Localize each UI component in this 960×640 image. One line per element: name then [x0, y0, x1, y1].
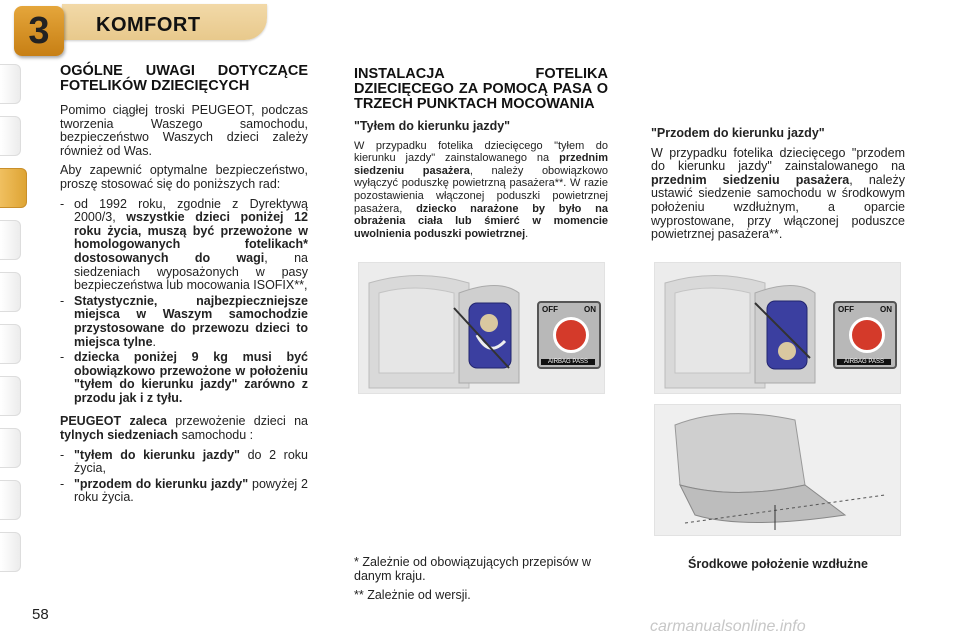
airbag-switch: OFF ON AIRBAG PASS [537, 301, 601, 369]
airbag-switch-knob-icon [849, 317, 885, 353]
airbag-switch-knob-icon [553, 317, 589, 353]
side-tab-9[interactable] [0, 480, 21, 520]
side-tab-7[interactable] [0, 376, 21, 416]
seat-position-illustration [654, 404, 901, 536]
seat-rail-icon [655, 405, 900, 535]
advice-list [60, 198, 308, 406]
list-item: - "tyłem do kierunku jazdy" do 2 roku życia, [60, 449, 308, 476]
footnote: ** Zależnie od wersji. [354, 588, 471, 603]
list-item: - od 1992 roku, zgodnie z Dyrektywą 2000/3, wszystkie dzieci poniżej 12 roku życia, muszą być przewożone w homologowanych fotelikach* dostosowanych do wagi, na siedzeniach wyposażonych w pasy bezpieczeństwa lub mocowania ISOFIX**, [60, 198, 308, 293]
side-tab-2[interactable] [0, 116, 21, 156]
chapter-title: KOMFORT [96, 14, 201, 36]
paragraph: Pomimo ciągłej troski PEUGEOT, podczas tworzenia Waszego samochodu, bezpieczeństwo Waszych dzieci zależy również od Was. [60, 103, 308, 158]
paragraph: W przypadku fotelika dziecięcego "tyłem do kierunku jazdy" zainstalowanego na przednim siedzeniu pasażera, należy obowiązkowo wyłączyć poduszkę powietrzną pasażera**. W razie pozostawienia włączonej poduszki powietrznej pasażera, dziecko narażone by było na obrażenia ciała lub śmierć w momencie uwolnienia poduszki powietrznej. [354, 139, 608, 240]
subheading-forward-facing: "Przodem do kierunku jazdy" [651, 126, 825, 140]
chapter-side-tabs [0, 64, 22, 584]
paragraph: PEUGEOT zaleca przewożenie dzieci na tylnych siedzeniach samochodu : [60, 414, 308, 443]
list-item: - dziecka poniżej 9 kg musi być obowiązkowo przewożone w położeniu "tyłem do kierunku jazdy" zarówno z przodu jak i z tyłu. [60, 351, 308, 405]
forward-facing-seat-illustration [654, 262, 901, 394]
side-tab-3-active[interactable] [0, 168, 27, 208]
paragraph: Aby zapewnić optymalne bezpieczeństwo, proszę stosować się do poniższych rad: [60, 163, 308, 191]
general-remarks-column [60, 64, 308, 511]
forward-facing-column [651, 127, 905, 248]
footnotes [354, 556, 609, 609]
paragraph: W przypadku fotelika dziecięcego "przodem do kierunku jazdy" zainstalowanego na przednim siedzeniu pasażera, należy ustawić siedzenie samochodu w środkowym położeniu wzdłużnym, a oparcie wyprostowane, przy włączonej poduszce powietrznej pasażera**. [651, 145, 905, 242]
header-bar [0, 0, 960, 52]
installation-column [354, 67, 608, 246]
recommendation-list [60, 449, 308, 505]
side-tab-6[interactable] [0, 324, 21, 364]
side-tab-10[interactable] [0, 532, 21, 572]
rear-facing-seat-illustration [358, 262, 605, 394]
airbag-switch: OFF ON AIRBAG PASS [833, 301, 897, 369]
list-item: - Statystycznie, najbezpieczniejsze miejsca w Waszym samochodzie przystosowane do przewozu dzieci to miejsca tylne. [60, 295, 308, 349]
watermark: carmanualsonline.info [650, 618, 806, 635]
chapter-badge: 3 [14, 6, 64, 56]
illustration-caption: Środkowe położenie wzdłużne [688, 557, 868, 571]
footnote: * Zależnie od obowiązujących przepisów w danym kraju. [354, 555, 591, 583]
side-tab-5[interactable] [0, 272, 21, 312]
subheading-rear-facing: "Tyłem do kierunku jazdy" [354, 119, 511, 133]
list-item: - "przodem do kierunku jazdy" powyżej 2 roku życia. [60, 478, 308, 505]
section-heading: OGÓLNE UWAGI DOTYCZĄCE FOTELIKÓW DZIECIĘCYCH [60, 63, 308, 94]
section-heading: INSTALACJA FOTELIKA DZIECIĘCEGO ZA POMOCĄ PASA O TRZECH PUNKTACH MOCOWANIA [354, 66, 608, 112]
side-tab-8[interactable] [0, 428, 21, 468]
side-tab-4[interactable] [0, 220, 21, 260]
page-number: 58 [32, 606, 49, 623]
side-tab-1[interactable] [0, 64, 21, 104]
